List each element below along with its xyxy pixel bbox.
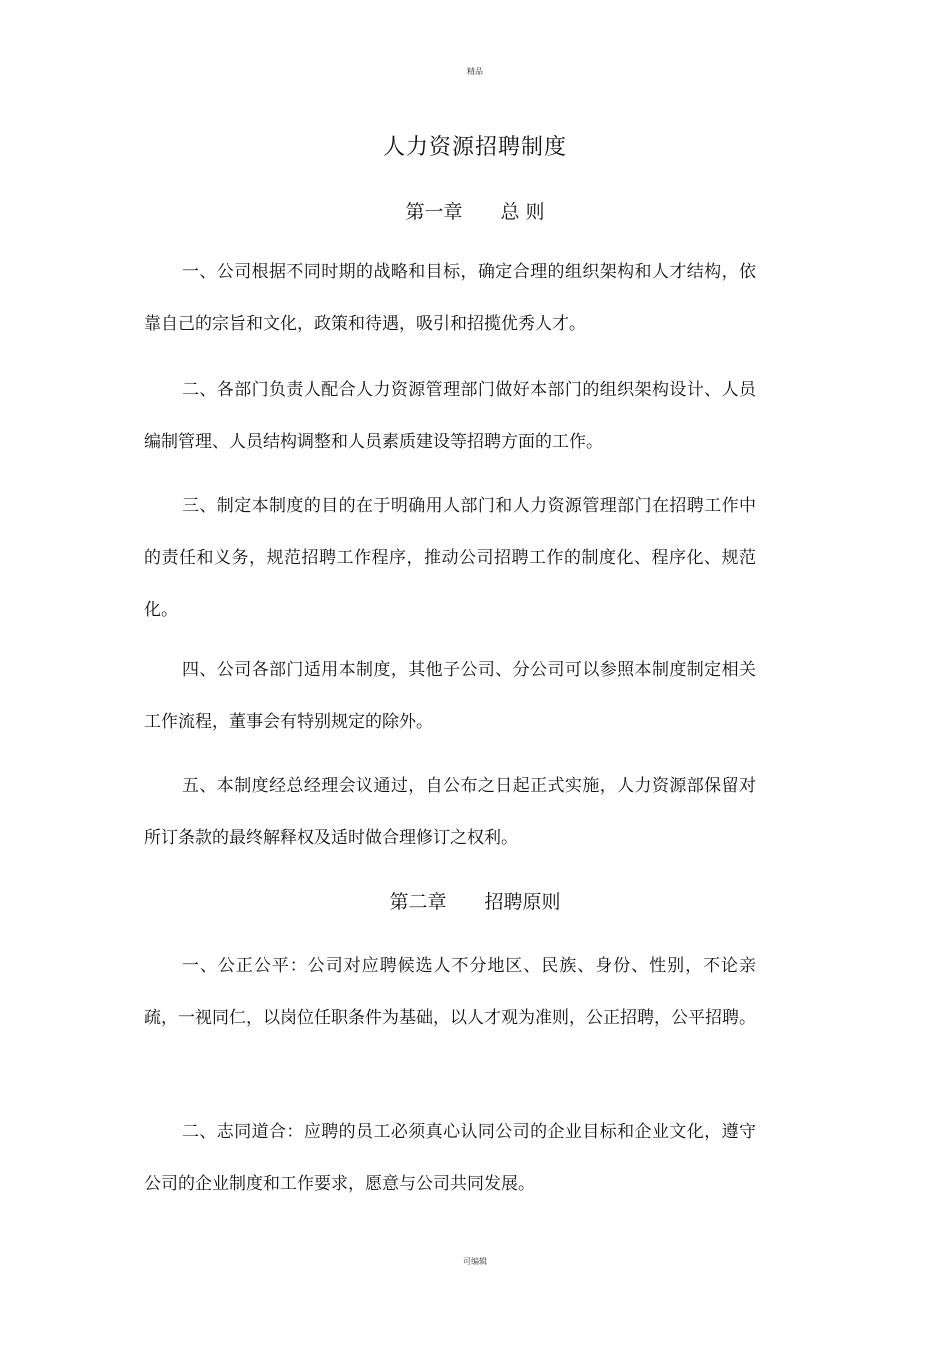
document-title: 人力资源招聘制度 [382, 135, 567, 160]
article-paragraph: 一、公司根据不同时期的战略和目标，确定合理的组织架构和人才结构，依靠自己的宗旨和文化，政策和待遇，吸引和招揽优秀人才。 [144, 262, 756, 334]
article-paragraph: 五、本制度经总经理会议通过，自公布之日起正式实施，人力资源部保留对所订条款的最终解释权及适时做合理修订之权利。 [144, 776, 756, 848]
chapter-number: 第一章 [405, 201, 463, 223]
chapter-name: 招聘原则 [484, 891, 561, 913]
article-paragraph: 一、公正公平：公司对应聘候选人不分地区、民族、身份、性别，不论亲疏，一视同仁，以岗位任职条件为基础，以人才观为准则，公正招聘，公平招聘。 [144, 956, 756, 1028]
page-footer-label: 可编辑 [463, 1257, 487, 1266]
chapter-heading [0, 197, 950, 224]
article-paragraph: 二、志同道合：应聘的员工必须真心认同公司的企业目标和企业文化，遵守公司的企业制度和工作要求，愿意与公司共同发展。 [144, 1122, 756, 1194]
article-paragraph: 二、各部门负责人配合人力资源管理部门做好本部门的组织架构设计、人员编制管理、人员结构调整和人员素质建设等招聘方面的工作。 [144, 380, 756, 452]
chapter-name: 总 则 [500, 201, 545, 223]
chapter-number: 第二章 [389, 891, 447, 913]
article-paragraph: 四、公司各部门适用本制度，其他子公司、分公司可以参照本制度制定相关工作流程，董事会有特别规定的除外。 [144, 660, 756, 732]
chapter-heading [0, 887, 950, 914]
page-header-label: 精品 [467, 67, 483, 76]
article-paragraph: 三、制定本制度的目的在于明确用人部门和人力资源管理部门在招聘工作中的责任和义务，规范招聘工作程序，推动公司招聘工作的制度化、程序化、规范化。 [144, 496, 756, 620]
